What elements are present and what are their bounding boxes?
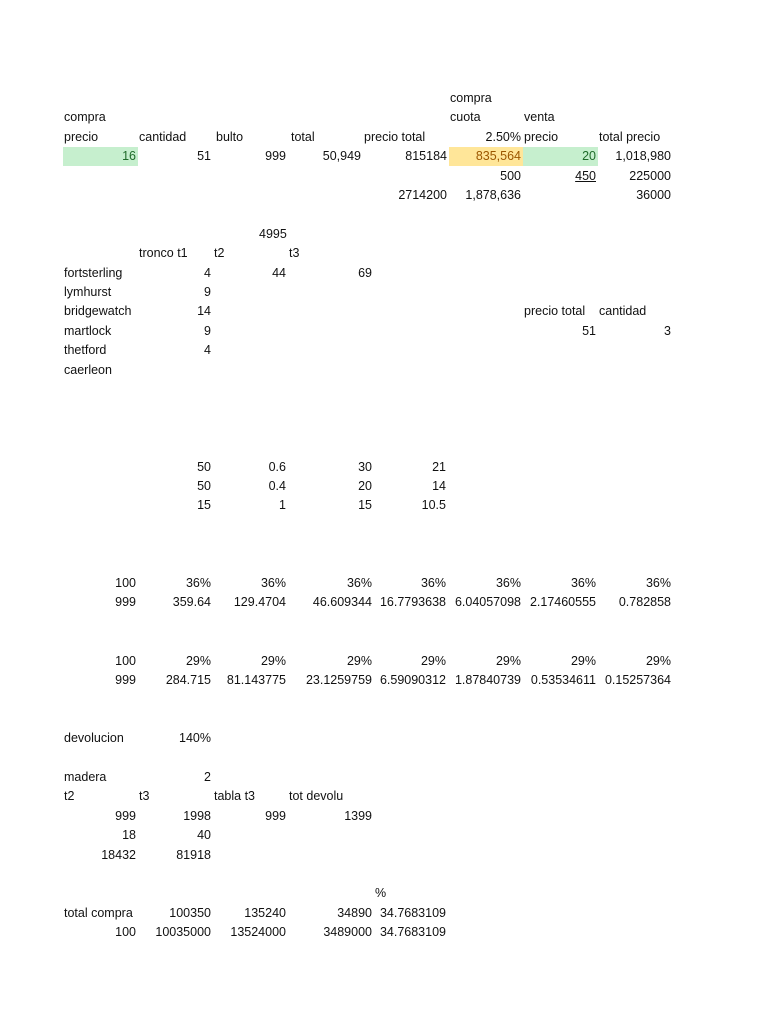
cell-r9-t3[interactable]: t3 xyxy=(289,246,300,261)
cell-r38-d[interactable]: 1399 xyxy=(344,808,372,823)
cell-r15-caerleon[interactable]: caerleon xyxy=(64,362,112,377)
cell-r31-b[interactable]: 284.715 xyxy=(165,673,211,687)
cell-r37-tabla[interactable]: tabla t3 xyxy=(214,789,256,804)
cell-r10-t3[interactable]: 69 xyxy=(358,265,372,280)
cell-r37-tot[interactable]: tot devolu xyxy=(289,789,344,804)
cell-r4-venta[interactable]: 20 xyxy=(523,147,598,166)
cell-r4-precio-total[interactable]: 815184 xyxy=(405,149,447,164)
cell-r27-d[interactable]: 46.609344 xyxy=(312,595,372,610)
cell-r21-d[interactable]: 14 xyxy=(432,479,446,493)
cell-r43-label[interactable]: total compra xyxy=(64,905,133,920)
cell-r8-4995[interactable]: 4995 xyxy=(259,226,287,241)
cell-r3-bulto[interactable]: bulto xyxy=(216,129,244,144)
cell-r36-val[interactable]: 2 xyxy=(204,770,211,784)
cell-r5-cuota[interactable]: 500 xyxy=(500,168,521,183)
cell-r22-d[interactable]: 10.5 xyxy=(421,498,446,513)
cell-r22-a[interactable]: 15 xyxy=(197,498,211,513)
cell-r26-f[interactable]: 36% xyxy=(495,576,521,590)
cell-r44-c[interactable]: 13524000 xyxy=(230,925,286,940)
cell-r1-compra-label[interactable]: compra xyxy=(450,91,492,105)
cell-r44-e[interactable]: 34.7683109 xyxy=(379,925,446,940)
cell-r31-a[interactable]: 999 xyxy=(115,673,136,687)
cell-r4-bulto[interactable]: 999 xyxy=(265,149,286,164)
cell-r26-a[interactable]: 100 xyxy=(115,576,136,590)
cell-r20-b[interactable]: 0.6 xyxy=(268,459,286,474)
cell-r34-devolucion[interactable]: devolucion xyxy=(64,731,124,746)
cell-r38-c[interactable]: 999 xyxy=(265,808,286,823)
cell-r4-precio[interactable]: 16 xyxy=(63,147,138,166)
cell-r11-lymhurst[interactable]: lymhurst xyxy=(64,285,112,299)
cell-r26-b[interactable]: 36% xyxy=(185,576,211,590)
cell-r20-d[interactable]: 21 xyxy=(432,459,446,474)
cell-r3-precio-total[interactable]: precio total xyxy=(364,129,426,144)
cell-r2-compra-label[interactable]: compra xyxy=(64,110,106,125)
cell-r10-t1[interactable]: 4 xyxy=(204,265,211,280)
cell-r6-total-precio[interactable]: 36000 xyxy=(636,188,671,202)
cell-r5-total-precio[interactable]: 225000 xyxy=(629,168,671,183)
cell-r44-a[interactable]: 100 xyxy=(115,925,136,940)
cell-r40-b[interactable]: 81918 xyxy=(176,847,211,862)
cell-r39-b[interactable]: 40 xyxy=(197,828,211,843)
cell-r31-c[interactable]: 81.143775 xyxy=(226,673,286,687)
cell-r31-f[interactable]: 1.87840739 xyxy=(454,673,521,687)
cell-r31-g[interactable]: 0.53534611 xyxy=(530,673,596,687)
cell-r43-b[interactable]: 135240 xyxy=(244,905,286,920)
cell-r22-b[interactable]: 1 xyxy=(279,498,286,513)
cell-r12-bridgewatch[interactable]: bridgewatch xyxy=(64,304,132,319)
cell-r30-g[interactable]: 29% xyxy=(570,653,596,668)
cell-r2-venta-label[interactable]: venta xyxy=(524,110,555,125)
cell-r10-fortsterling[interactable]: fortsterling xyxy=(64,265,123,280)
cell-r30-f[interactable]: 29% xyxy=(495,653,521,668)
cell-r31-e[interactable]: 6.59090312 xyxy=(379,673,446,687)
cell-r22-c[interactable]: 15 xyxy=(358,498,372,513)
cell-r36-madera[interactable]: madera xyxy=(64,770,107,784)
cell-r40-a[interactable]: 18432 xyxy=(101,847,136,862)
cell-r21-b[interactable]: 0.4 xyxy=(268,479,286,493)
cell-r4-cantidad[interactable]: 51 xyxy=(197,149,211,164)
cell-r2-cuota-label[interactable]: cuota xyxy=(450,110,481,125)
cell-r13-precio-total[interactable]: 51 xyxy=(582,323,596,338)
cell-r4-total-precio[interactable]: 1,018,980 xyxy=(615,149,671,164)
cell-r44-d[interactable]: 3489000 xyxy=(323,925,372,940)
cell-r43-c[interactable]: 34890 xyxy=(337,905,372,920)
cell-r13-t1[interactable]: 9 xyxy=(204,323,211,338)
cell-r9-tronco[interactable]: tronco t1 xyxy=(139,246,188,261)
cell-r26-c[interactable]: 36% xyxy=(260,576,286,590)
cell-r37-t2[interactable]: t2 xyxy=(64,789,75,804)
cell-r34-pct[interactable]: 140% xyxy=(179,731,211,746)
cell-r21-a[interactable]: 50 xyxy=(197,479,211,493)
cell-r20-a[interactable]: 50 xyxy=(197,459,211,474)
cell-r10-t2[interactable]: 44 xyxy=(272,265,286,280)
cell-r38-a[interactable]: 999 xyxy=(115,808,136,823)
cell-r38-b[interactable]: 1998 xyxy=(183,808,211,823)
cell-r9-t2[interactable]: t2 xyxy=(214,246,225,261)
cell-r26-h[interactable]: 36% xyxy=(645,576,671,590)
cell-r4-total[interactable]: 50,949 xyxy=(322,149,361,164)
cell-r42-pct[interactable]: % xyxy=(375,886,387,901)
cell-r12-cantidad[interactable]: cantidad xyxy=(599,304,647,319)
cell-r26-d[interactable]: 36% xyxy=(346,576,372,590)
cell-r27-h[interactable]: 0.782858 xyxy=(618,595,671,610)
cell-r43-d[interactable]: 34.7683109 xyxy=(379,905,446,920)
cell-r6-cuota[interactable]: 1,878,636 xyxy=(465,188,521,202)
cell-r20-c[interactable]: 30 xyxy=(358,459,372,474)
cell-r6-precio-total[interactable]: 2714200 xyxy=(398,188,447,202)
cell-r43-a[interactable]: 100350 xyxy=(169,905,211,920)
cell-r30-a[interactable]: 100 xyxy=(115,653,136,668)
cell-r27-f[interactable]: 6.04057098 xyxy=(454,595,521,610)
cell-r14-thetford[interactable]: thetford xyxy=(64,343,107,358)
cell-r3-precio[interactable]: precio xyxy=(64,129,99,144)
cell-r37-t3[interactable]: t3 xyxy=(139,789,150,804)
cell-r3-total-precio[interactable]: total precio xyxy=(599,129,661,144)
cell-r12-t1[interactable]: 14 xyxy=(197,304,211,319)
cell-r26-e[interactable]: 36% xyxy=(420,576,446,590)
cell-r27-g[interactable]: 2.17460555 xyxy=(529,595,596,610)
cell-r31-d[interactable]: 23.1259759 xyxy=(305,673,372,687)
cell-r30-d[interactable]: 29% xyxy=(346,653,372,668)
cell-r27-e[interactable]: 16.7793638 xyxy=(379,595,446,610)
cell-r26-g[interactable]: 36% xyxy=(570,576,596,590)
cell-r11-t1[interactable]: 9 xyxy=(204,285,211,299)
cell-r5-venta[interactable]: 450 xyxy=(575,168,596,183)
cell-r27-a[interactable]: 999 xyxy=(115,595,136,610)
cell-r13-cantidad[interactable]: 3 xyxy=(664,323,671,338)
cell-r31-h[interactable]: 0.15257364 xyxy=(604,673,671,687)
cell-r3-percent[interactable]: 2.50% xyxy=(485,129,521,144)
cell-r30-b[interactable]: 29% xyxy=(185,653,211,668)
cell-r30-e[interactable]: 29% xyxy=(420,653,446,668)
cell-r39-a[interactable]: 18 xyxy=(122,828,136,843)
cell-r30-c[interactable]: 29% xyxy=(260,653,286,668)
cell-r13-martlock[interactable]: martlock xyxy=(64,323,112,338)
cell-r3-cantidad[interactable]: cantidad xyxy=(139,129,187,144)
cell-r14-t1[interactable]: 4 xyxy=(204,343,211,358)
cell-r4-cuota[interactable]: 835,564 xyxy=(449,147,523,166)
cell-r30-h[interactable]: 29% xyxy=(645,653,671,668)
cell-r3-total[interactable]: total xyxy=(291,129,315,144)
cell-r3-precio-venta[interactable]: precio xyxy=(524,129,559,144)
cell-r12-precio-total[interactable]: precio total xyxy=(524,304,586,319)
cell-r27-b[interactable]: 359.64 xyxy=(172,595,211,610)
cell-r21-c[interactable]: 20 xyxy=(358,479,372,493)
cell-r27-c[interactable]: 129.4704 xyxy=(233,595,286,610)
cell-r44-b[interactable]: 10035000 xyxy=(155,925,211,940)
